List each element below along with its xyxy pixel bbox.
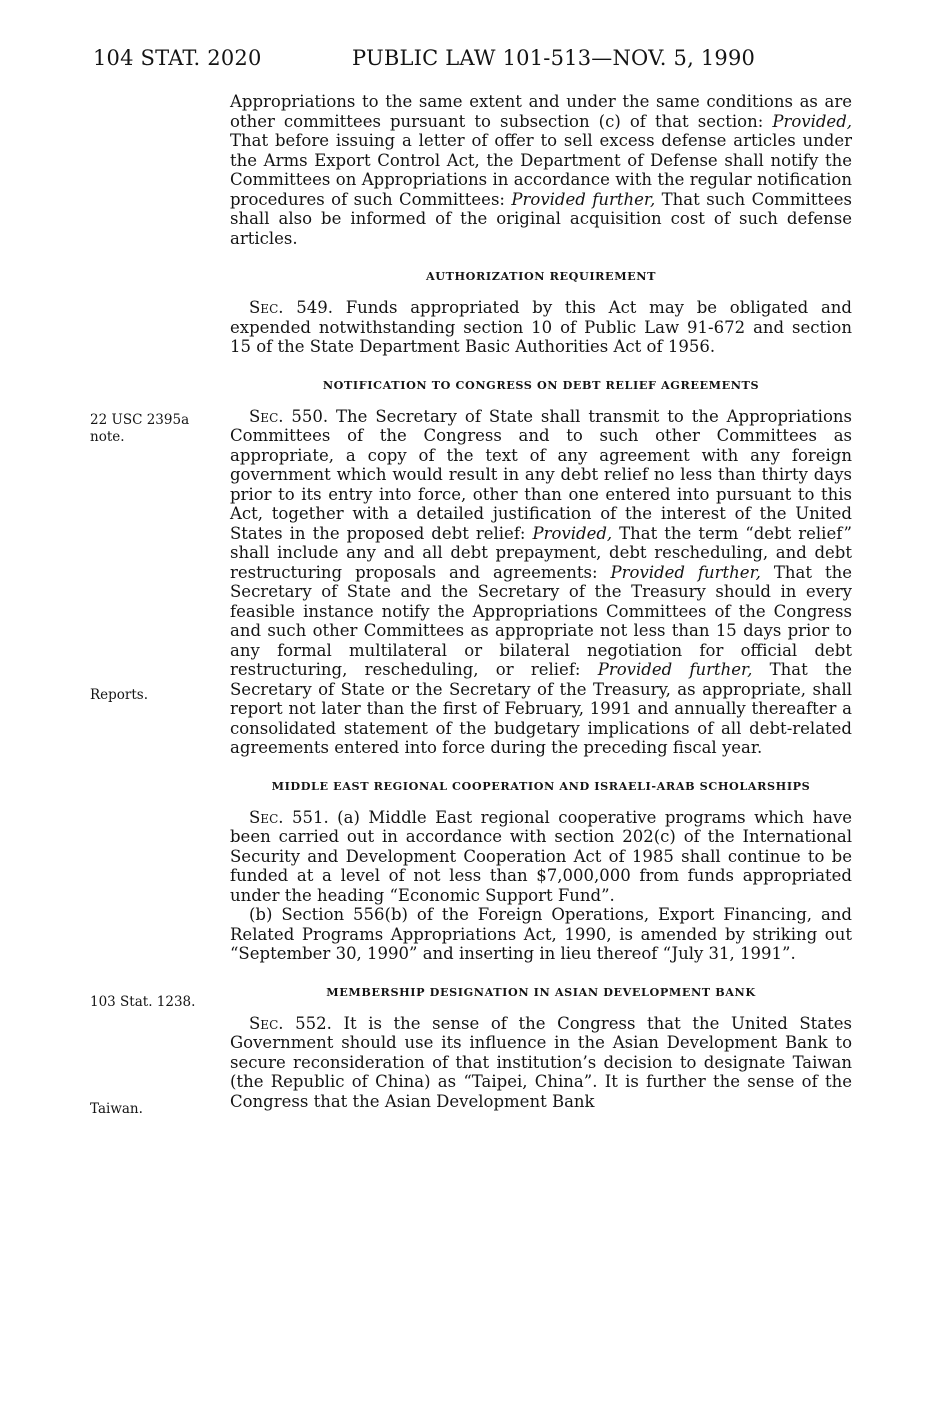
margin-note-usc	[90, 412, 210, 446]
sec-label: Sec.	[249, 807, 284, 827]
text-run: That before issuing a letter of offer to sell excess defense articles under the Arms Export Control Act, the Department of Defense shall notify the Committees on Appropriations in accordance with the regular notification procedures of such Committees:	[230, 131, 852, 209]
italic-provided-further: Provided further,	[511, 189, 656, 209]
section-heading-550: NOTIFICATION TO CONGRESS ON DEBT RELIEF AGREEMENTS	[322, 377, 760, 392]
text-run: 552. It is the sense of the Congress that the United States Government should use its influence in the Asian Development Bank to secure reconsideration of that institution’s decision to designate Taiwan (the Republic of China) as “Taipei, China”. It is further the sense of the Congress that the Asian Development Bank	[230, 1013, 852, 1111]
text-run: That the Secretary of State and the Secretary of the Treasury should in every feasible instance notify the Appropriations Committees of the Congress and such other Committees as appropriate not less than 15 days prior to any formal multilateral or bilateral negotiation for official debt restructuring, rescheduling, or relief:	[230, 562, 853, 679]
section-551-a	[230, 808, 852, 906]
document-body	[230, 92, 852, 1111]
section-549	[230, 298, 852, 357]
section-heading-552: MEMBERSHIP DESIGNATION IN ASIAN DEVELOPMENT BANK	[326, 984, 756, 999]
text-run: That such Committees shall also be informed of the original acquisition cost of such defense articles.	[230, 189, 853, 248]
italic-provided: Provided,	[772, 111, 852, 131]
italic-provided-further: Provided further,	[610, 562, 761, 582]
page-stat-number: 104 STAT. 2020	[93, 46, 262, 70]
margin-note-reports: Reports.	[90, 687, 149, 703]
section-551-b: (b) Section 556(b) of the Foreign Operations, Export Financing, and Related Programs Appropriations Act, 1990, is amended by striking out “September 30, 1990” and inserting in lieu thereof “July 31, 1991”.	[230, 905, 852, 963]
margin-note-taiwan: Taiwan.	[90, 1101, 143, 1117]
section-heading-551: MIDDLE EAST REGIONAL COOPERATION AND ISRAELI-ARAB SCHOLARSHIPS	[271, 778, 811, 793]
text-run: That the Secretary of State or the Secretary of the Treasury, as appropriate, shall report not later than the first of February, 1991 and annually thereafter a consolidated statement of the budgetary implications of all debt-related agreements entered into force during the preceding fiscal year.	[230, 660, 852, 757]
sec-label: Sec.	[249, 1013, 284, 1033]
paragraph-continued	[230, 92, 852, 248]
italic-provided: Provided,	[532, 523, 613, 543]
section-heading-549: AUTHORIZATION REQUIREMENT	[425, 269, 657, 283]
page-running-title: PUBLIC LAW 101-513—NOV. 5, 1990	[352, 46, 756, 70]
sec-label: Sec.	[249, 406, 284, 426]
section-550	[230, 407, 852, 758]
margin-note-usc-line1: 22 USC 2395a	[90, 412, 190, 428]
margin-note-stat: 103 Stat. 1238.	[90, 994, 196, 1010]
sec-label: Sec.	[249, 298, 284, 317]
text-run: Appropriations to the same extent and under the same conditions as are other committees pursuant to subsection (c) of that section:	[230, 92, 852, 131]
text-run: 549. Funds appropriated by this Act may be obligated and expended notwithstanding section 10 of Public Law 91-672 and section 15 of the State Department Basic Authorities Act of 1956.	[230, 298, 852, 356]
text-run: That the term “debt relief” shall include any and all debt prepayment, debt rescheduling, and debt restructuring proposals and agreements:	[230, 523, 852, 582]
italic-provided-further: Provided further,	[597, 660, 753, 679]
section-552	[230, 1014, 852, 1112]
text-run: 551. (a) Middle East regional cooperative programs which have been carried out in accordance with section 202(c) of the International Security and Development Cooperation Act of 1985 shall continue to be funded at a level of not less than $7,000,000 from funds appropriated under the heading “Economic Support Fund”.	[230, 807, 852, 905]
margin-note-usc-line2: note.	[90, 429, 125, 445]
text-run: 550. The Secretary of State shall transmit to the Appropriations Committees of the Congress and to such other Committees as appropriate, a copy of the text of any agreement with any foreign government which would result in any debt relief no less than thirty days prior to its entry into force, other than one entered into pursuant to this Act, together with a detailed justification of the interest of the United States in the proposed debt relief:	[230, 406, 852, 543]
